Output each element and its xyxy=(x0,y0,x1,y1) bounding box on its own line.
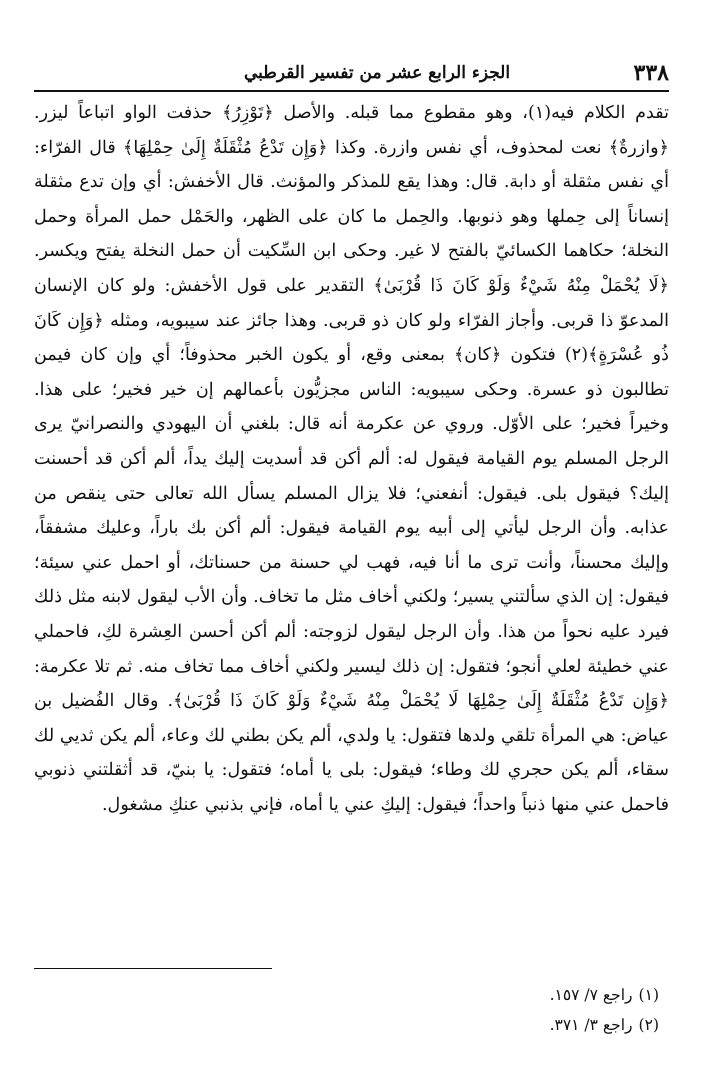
running-title: الجزء الرابع عشر من تفسير القرطبي xyxy=(244,63,511,83)
body-text xyxy=(34,96,669,926)
footnote-text: راجع ٣/ ٣٧١. xyxy=(549,1016,633,1034)
footnote-1 xyxy=(339,980,659,1010)
footnotes xyxy=(339,980,659,1040)
footnote-separator xyxy=(34,968,272,969)
footnote-number: (١) xyxy=(638,986,659,1004)
body-paragraph: تقدم الكلام فيه(١)، وهو مقطوع مما قبله. والأصل ﴿تَوْزِرُ﴾ حذفت الواو اتباعاً ليزر. ﴿وازرةٌ﴾ نعت لمحذوف، أي نفس وازرة. وكذا ﴿وَإِن تَدْعُ مُثْقَلَةٌ إِلَىٰ حِمْلِهَا﴾ قال الفرّاء: أي نفس مثقلة أو دابة. قال: وهذا يقع للمذكر والمؤنث. قال الأخفش: أي وإن تدع مثقلة إنساناً إلى حِملها وهو ذنوبها. والحِمل ما كان على الظهر، والحَمْل حمل المرأة وحمل النخلة؛ حكاهما الكسائيّ بالفتح لا غير. وحكى ابن السِّكيت أن حمل النخلة يفتح ويكسر. ﴿لَا يُحْمَلْ مِنْهُ شَيْءٌ وَلَوْ كَانَ ذَا قُرْبَىٰ﴾ التقدير على قول الأخفش: ولو كان الإنسان المدعوّ ذا قربى. وأجاز الفرّاء ولو كان ذو قربى. وهذا جائز عند سيبويه، ومثله ﴿وَإِن كَانَ ذُو عُسْرَةٍ﴾(٢) فتكون ﴿كان﴾ بمعنى وقع، أو يكون الخبر محذوفاً؛ أي وإن كان فيمن تطالبون ذو عسرة. وحكى سيبويه: الناس مجزيُّون بأعمالهم إن خير فخير؛ على هذا. وخيراً فخير؛ على الأوّل. وروي عن عكرمة أنه قال: بلغني أن اليهودي والنصرانيّ يرى الرجل المسلم يوم القيامة فيقول له: ألم أكن قد أسديت إليك يداً، ألم أكن قد أحسنت إليك؟ فيقول بلى. فيقول: أنفعني؛ فلا يزال المسلم يسأل الله تعالى حتى ينقص من عذابه. وأن الرجل ليأتي إلى أبيه يوم القيامة فيقول: ألم أكن بك باراً، وعليك مشفقاً، وإليك محسناً، وأنت ترى ما أنا فيه، فهب لي حسنة من حسناتك، أو احمل عني سيئة؛ فيقول: إن الذي سألتني يسير؛ ولكني أخاف مثل ما تخاف. وأن الأب ليقول لابنه مثل ذلك فيرد عليه نحواً من هذا. وأن الرجل ليقول لزوجته: ألم أكن أحسن العِشرة لكِ، فاحملي عني خطيئة لعلي أنجو؛ فتقول: إن ذلك ليسير ولكني أخاف مما تخاف منه. ثم تلا عكرمة: ﴿وَإِن تَدْعُ مُثْقَلَةٌ إِلَىٰ حِمْلِهَا لَا يُحْمَلْ مِنْهُ شَيْءٌ وَلَوْ كَانَ ذَا قُرْبَىٰ﴾. وقال الفُضيل بن عياض: هي المرأة تلقي ولدها فتقول: يا ولدي، ألم يكن بطني لك وعاء، ألم يكن ثديي لك سقاء، ألم يكن حجري لك وطاء؛ فيقول: بلى يا أماه؛ فتقول: يا بنيّ، قد أثقلتني ذنوبي فاحمل عني منها ذنباً واحداً؛ فيقول: إليكِ عني يا أماه، فإني بذنبي عنكِ مشغول. xyxy=(34,103,669,815)
footnote-number: (٢) xyxy=(638,1016,659,1034)
footnote-2 xyxy=(339,1010,659,1040)
footnote-text: راجع ٧/ ١٥٧. xyxy=(549,986,633,1004)
page-header xyxy=(34,56,669,92)
page-number: ٣٣٨ xyxy=(633,60,669,86)
